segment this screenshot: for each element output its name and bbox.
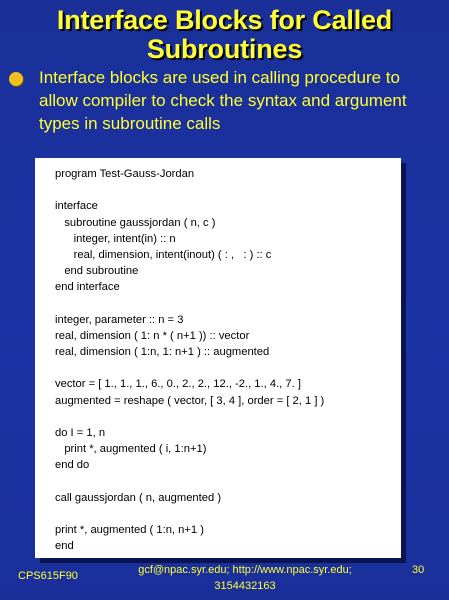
footer-contact-line-1: gcf@npac.syr.edu; http://www.npac.syr.edu; (138, 564, 352, 576)
code-line: integer, parameter :: n = 3 (55, 313, 184, 326)
code-line (55, 409, 324, 425)
code-line (55, 360, 324, 376)
code-line: do I = 1, n (55, 427, 106, 439)
code-line: real, dimension ( 1: n * ( n+1 )) :: vector (55, 329, 250, 342)
footer-course-code: CPS615F90 (18, 570, 78, 582)
code-line: integer, intent(in) :: n (55, 232, 176, 245)
code-line: end (55, 540, 74, 553)
code-line: augmented = reshape ( vector, [ 3, 4 ], order = [ 2, 1 ] ) (55, 394, 325, 407)
code-line (55, 474, 324, 490)
code-line: real, dimension, intent(inout) ( : , : ) :: c (55, 248, 272, 261)
footer-contact-line-2: 3154432163 (214, 580, 276, 592)
code-line: real, dimension ( 1:n, 1: n+1 ) :: augmented (55, 346, 270, 359)
code-line: print *, augmented ( 1:n, n+1 ) (55, 524, 204, 537)
code-line: end interface (55, 281, 120, 294)
code-line: program Test-Gauss-Jordan (55, 168, 195, 180)
bullet-text: Interface blocks are used in calling procedure to allow compiler to check the syntax and argument types in subroutine calls (39, 68, 407, 133)
code-line: print *, augmented ( i, 1:n+1) (55, 443, 207, 456)
footer-page-number: 30 (412, 564, 425, 576)
bullet-dot-icon (9, 72, 23, 86)
code-line: end do (55, 459, 90, 472)
code-line: call gaussjordan ( n, augmented ) (55, 491, 222, 504)
code-line: end subroutine (55, 265, 139, 278)
code-line (55, 182, 324, 198)
slide-title: Interface Blocks for Called Subroutines (56, 5, 393, 64)
code-line: subroutine gaussjordan ( n, c ) (55, 216, 216, 229)
code-line (55, 506, 324, 522)
code-listing (35, 158, 401, 558)
code-line: interface (55, 200, 98, 213)
footer-contact (95, 562, 395, 594)
code-line (55, 296, 324, 312)
code-lines (55, 166, 324, 555)
code-line: vector = [ 1., 1., 1., 6., 0., 2., 2., 12., -2., 1., 4., 7. ] (55, 378, 301, 391)
